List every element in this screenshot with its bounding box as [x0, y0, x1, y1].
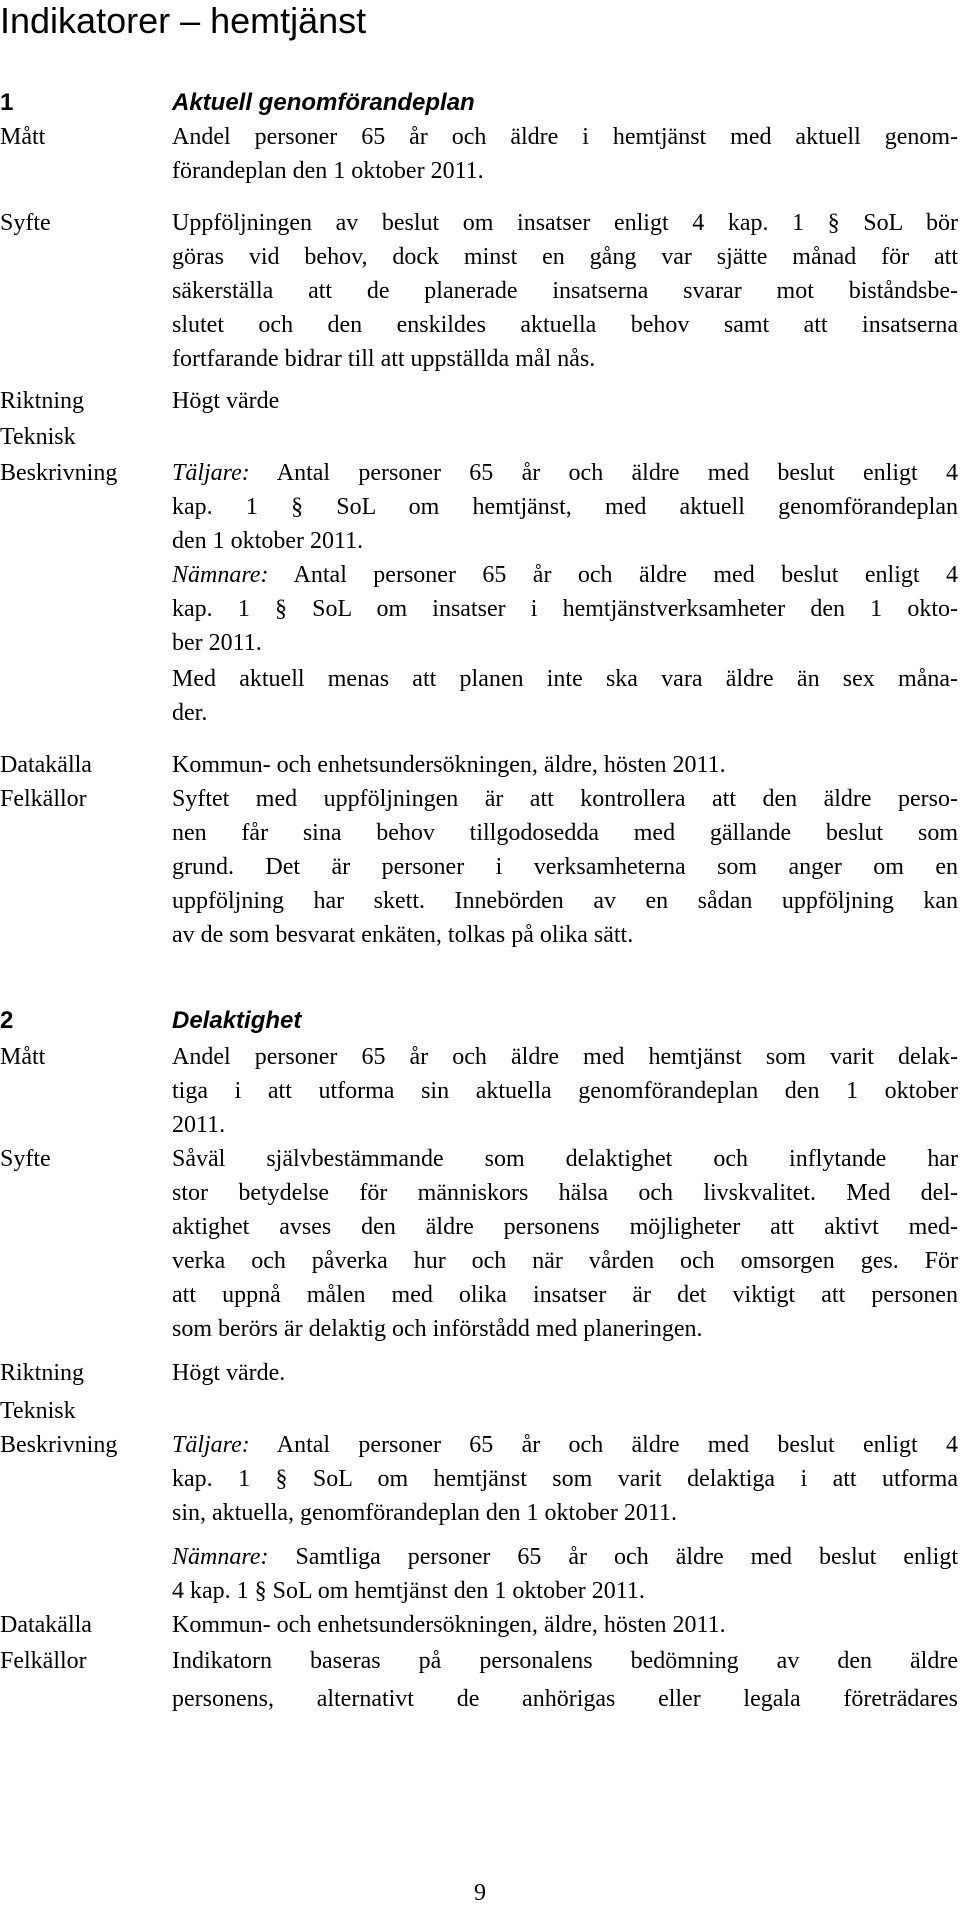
text-line: Uppföljningen av beslut om insatser enligt 4 kap. 1 § SoL bör [172, 210, 958, 236]
taljare-label: Täljare: [172, 1432, 250, 1458]
text-line: Såväl självbestämmande som delaktighet och inflytande har [172, 1146, 958, 1172]
page-title: Indikatorer – hemtjänst [0, 0, 367, 41]
text-line: sin, aktuella, genomförandeplan den 1 oktober 2011. [172, 1500, 677, 1526]
taljare-text: Antal personer 65 år och äldre med beslut enligt 4 [249, 1432, 958, 1458]
page-number: 9 [474, 1880, 486, 1906]
text-line: aktighet avses den äldre personens möjligheter att aktivt med- [172, 1214, 958, 1240]
text-line: göras vid behov, dock minst en gång var sjätte månad för att [172, 244, 958, 270]
text-line: stor betydelse för människors hälsa och livskvalitet. Med del- [172, 1180, 958, 1206]
text-line: kap. 1 § SoL om insatser i hemtjänstverksamheter den 1 okto- [172, 596, 958, 622]
text-line: grund. Det är personer i verksamheterna som anger om en [172, 854, 958, 880]
riktning-label: Riktning [0, 388, 85, 414]
riktning-value: Högt värde. [172, 1360, 286, 1386]
teknisk-label: Teknisk [0, 1398, 76, 1424]
section-number: 2 [0, 1007, 14, 1034]
felkallor-label: Felkällor [0, 786, 87, 812]
text-line: Andel personer 65 år och äldre i hemtjänst med aktuell genom- [172, 124, 958, 150]
section-2-heading [0, 1004, 960, 1038]
text-line: nen får sina behov tillgodosedda med gällande beslut som [172, 820, 958, 846]
taljare-line [172, 1428, 958, 1462]
text-line: att uppnå målen med olika insatser är det viktigt att personen [172, 1282, 958, 1308]
datakalla-label: Datakälla [0, 1612, 92, 1638]
beskrivning-label: Beskrivning [0, 460, 118, 486]
riktning-label: Riktning [0, 1360, 85, 1386]
teknisk-label: Teknisk [0, 424, 76, 450]
text-line: Indikatorn baseras på personalens bedömning av den äldre [172, 1648, 958, 1674]
text-line: den 1 oktober 2011. [172, 528, 364, 554]
text-line: 2011. [172, 1112, 226, 1138]
text-line: 4 kap. 1 § SoL om hemtjänst den 1 oktober 2011. [172, 1578, 645, 1604]
text-line: personens, alternativt de anhörigas eller legala företrädares [172, 1686, 958, 1712]
namnare-line [172, 1540, 958, 1574]
text-line: Andel personer 65 år och äldre med hemtjänst som varit delak- [172, 1044, 958, 1070]
taljare-line [172, 456, 958, 490]
taljare-label: Täljare: [172, 460, 250, 486]
datakalla-value: Kommun- och enhetsundersökningen, äldre, hösten 2011. [172, 752, 726, 778]
text-line: som berörs är delaktig och införstådd med planeringen. [172, 1316, 703, 1342]
section-title: Delaktighet [172, 1007, 302, 1034]
namnare-label: Nämnare: [172, 1544, 269, 1570]
namnare-label: Nämnare: [172, 562, 269, 588]
text-line: ber 2011. [172, 630, 262, 656]
text-line: fortfarande bidrar till att uppställda mål nås. [172, 346, 596, 372]
namnare-text: Antal personer 65 år och äldre med beslut enligt 4 [268, 562, 958, 588]
beskrivning-label: Beskrivning [0, 1432, 118, 1458]
syfte-label: Syfte [0, 210, 51, 236]
text-line: av de som besvarat enkäten, tolkas på olika sätt. [172, 922, 634, 948]
datakalla-value: Kommun- och enhetsundersökningen, äldre, hösten 2011. [172, 1612, 726, 1638]
felkallor-label: Felkällor [0, 1648, 87, 1674]
namnare-line [172, 558, 958, 592]
text-line: Med aktuell menas att planen inte ska vara äldre än sex måna- [172, 666, 958, 692]
syfte-label: Syfte [0, 1146, 51, 1172]
section-title: Aktuell genomförandeplan [172, 89, 475, 116]
taljare-text: Antal personer 65 år och äldre med beslut enligt 4 [249, 460, 958, 486]
text-line: förandeplan den 1 oktober 2011. [172, 158, 484, 184]
text-line: slutet och den enskildes aktuella behov samt att insatserna [172, 312, 958, 338]
text-line: kap. 1 § SoL om hemtjänst som varit delaktiga i att utforma [172, 1466, 958, 1492]
datakalla-label: Datakälla [0, 752, 92, 778]
matt-label: Mått [0, 124, 46, 150]
text-line: der. [172, 700, 208, 726]
section-1-heading [0, 86, 960, 120]
matt-label: Mått [0, 1044, 46, 1070]
text-line: uppföljning har skett. Innebörden av en sådan uppföljning kan [172, 888, 958, 914]
riktning-value: Högt värde [172, 388, 280, 414]
text-line: verka och påverka hur och när vården och omsorgen ges. För [172, 1248, 958, 1274]
text-line: tiga i att utforma sin aktuella genomförandeplan den 1 oktober [172, 1078, 958, 1104]
text-line: säkerställa att de planerade insatserna svarar mot biståndsbe- [172, 278, 958, 304]
section-number: 1 [0, 89, 14, 116]
text-line: Syftet med uppföljningen är att kontrollera att den äldre perso- [172, 786, 958, 812]
namnare-text: Samtliga personer 65 år och äldre med beslut enligt [268, 1544, 958, 1570]
text-line: kap. 1 § SoL om hemtjänst, med aktuell genomförandeplan [172, 494, 958, 520]
